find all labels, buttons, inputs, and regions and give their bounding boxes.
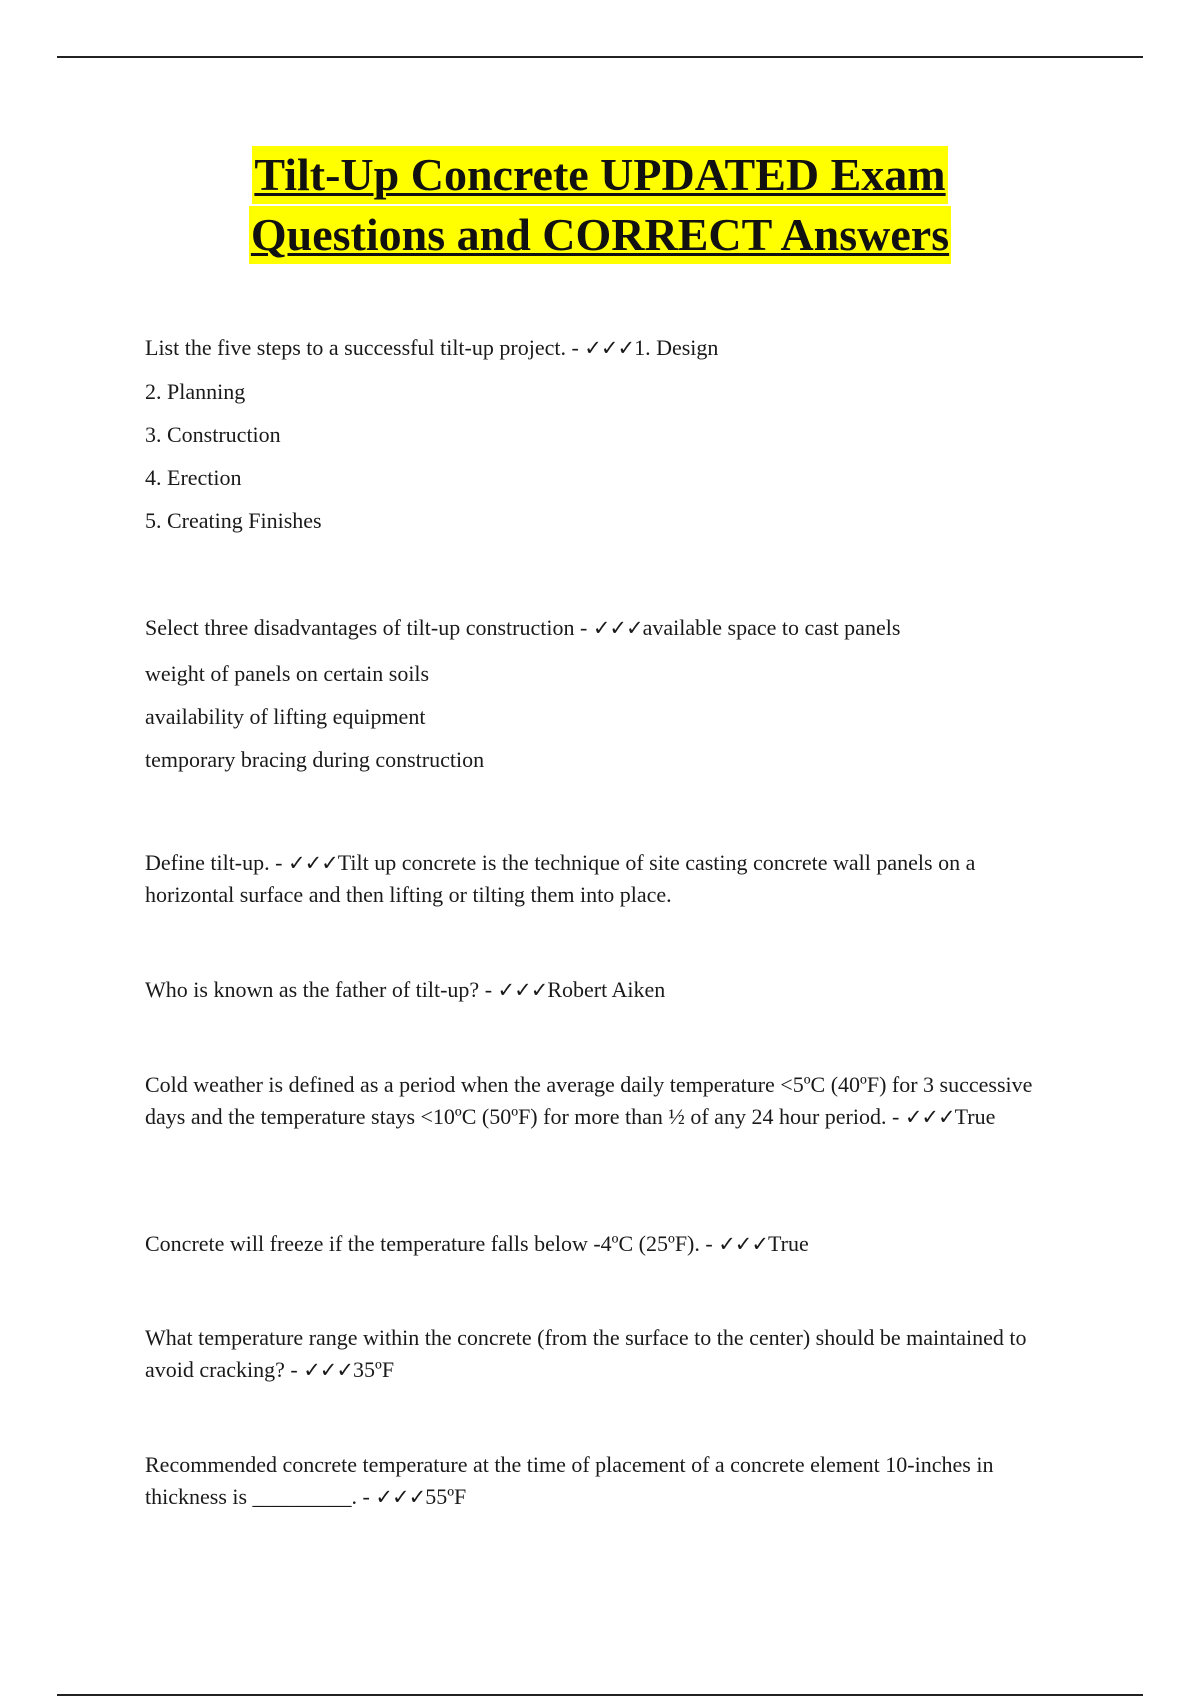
qa-item-8 [145, 1449, 1065, 1513]
top-rule [57, 56, 1143, 58]
checkmark-icon: ✓✓✓ [303, 1358, 353, 1382]
answer-text: available space to cast panels [642, 615, 901, 640]
answer-line: 3. Construction [145, 422, 281, 447]
checkmark-icon: ✓✓✓ [375, 1485, 426, 1509]
question-text: List the five steps to a successful tilt-up project. - [145, 335, 585, 360]
checkmark-icon: ✓✓✓ [497, 978, 548, 1002]
question-text: Recommended concrete temperature at the time of placement of a concrete element 10-inches in thickness is _________. - [145, 1452, 994, 1509]
qa-item-6 [145, 1228, 1065, 1260]
qa-item-1 [145, 331, 1065, 550]
answer-text: True [768, 1231, 809, 1256]
checkmark-icon: ✓✓✓ [718, 1232, 768, 1256]
answer-line: 5. Creating Finishes [145, 508, 322, 533]
title-line-1: Tilt-Up Concrete UPDATED Exam [252, 146, 947, 204]
checkmark-icon: ✓✓✓ [584, 336, 635, 360]
qa-item-4 [145, 974, 1065, 1006]
answer-text: 1. Design [634, 335, 719, 360]
answer-line: temporary bracing during construction [145, 747, 485, 772]
bottom-rule [57, 1694, 1143, 1696]
question-text: Select three disadvantages of tilt-up construction - [145, 615, 593, 640]
answer-text: Tilt up concrete is the technique of site casting concrete wall panels on a horizontal surface and then lifting or tilting them into place. [145, 850, 976, 907]
answer-line: 4. Erection [145, 465, 242, 490]
qa-item-5 [145, 1069, 1065, 1133]
answer-line: 2. Planning [145, 379, 246, 404]
qa-item-2 [145, 611, 1065, 789]
question-text: Who is known as the father of tilt-up? - [145, 977, 498, 1002]
document-title [0, 146, 1200, 264]
checkmark-icon: ✓✓✓ [592, 616, 643, 640]
qa-item-3 [145, 847, 1065, 911]
question-text: Concrete will freeze if the temperature falls below -4ºC (25ºF). - [145, 1231, 719, 1256]
checkmark-icon: ✓✓✓ [287, 851, 338, 875]
title-line-2: Questions and CORRECT Answers [249, 206, 951, 264]
answer-text: Robert Aiken [547, 977, 666, 1002]
question-text: What temperature range within the concrete (from the surface to the center) should be maintained to avoid cracking? - [145, 1325, 1027, 1382]
answer-text: 55ºF [425, 1484, 467, 1509]
qa-item-7 [145, 1322, 1065, 1386]
question-text: Define tilt-up. - [145, 850, 288, 875]
question-text: Cold weather is defined as a period when the average daily temperature <5ºC (40ºF) for 3 successive days and the temperature stays <10ºC (50ºF) for more than ½ of any 24 hour period. - [145, 1072, 1033, 1129]
checkmark-icon: ✓✓✓ [904, 1105, 955, 1129]
answer-line: weight of panels on certain soils [145, 661, 430, 686]
answer-text: 35ºF [353, 1357, 395, 1382]
answer-line: availability of lifting equipment [145, 704, 426, 729]
answer-text: True [954, 1104, 996, 1129]
